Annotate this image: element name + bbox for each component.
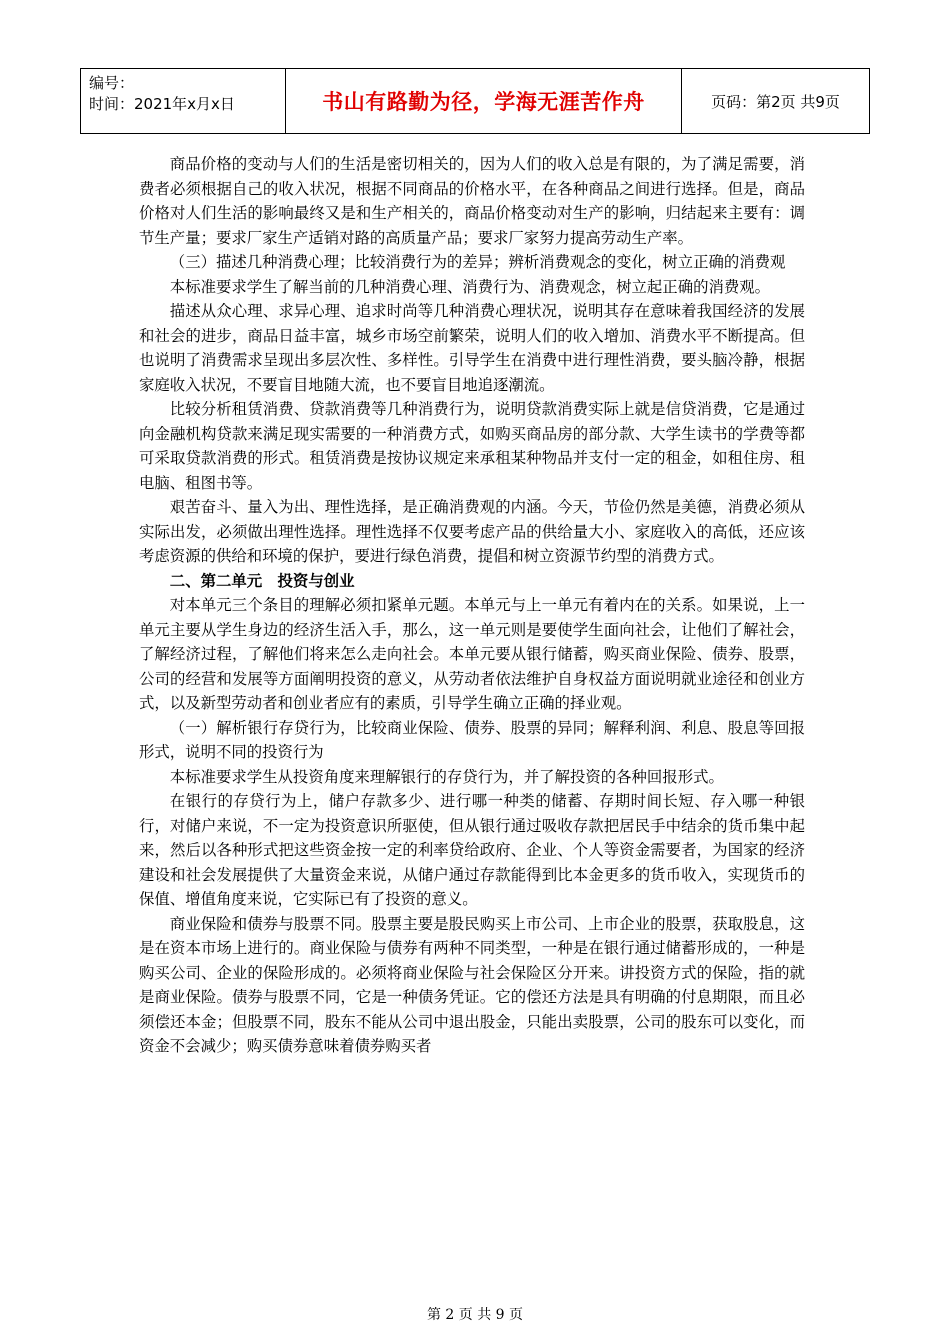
header-motto: 书山有路勤为径，学海无涯苦作舟 bbox=[322, 90, 645, 114]
document-time-label: 时间：2021年x月x日 bbox=[89, 95, 235, 113]
paragraph: 比较分析租赁消费、贷款消费等几种消费行为，说明贷款消费实际上就是信贷消费，它是通过向金融机构贷款来满足现实需要的一种消费方式，如购买商品房的部分款、大学生读书的学费等都可采取贷款消费的形式。租赁消费是按协议规定来承租某种物品并支付一定的租金，如租住房、租电脑、租图书等。 bbox=[139, 400, 805, 492]
paragraph: 描述从众心理、求异心理、追求时尚等几种消费心理状况，说明其存在意味着我国经济的发展和社会的进步，商品日益丰富，城乡市场空前繁荣，说明人们的收入增加、消费水平不断提高。但也说明了消费需求呈现出多层次性、多样性。引导学生在消费中进行理性消费，要头脑冷静，根据家庭收入状况，不要盲目地随大流，也不要盲目地追逐潮流。 bbox=[139, 302, 805, 394]
document-number-label: 编号： bbox=[89, 74, 135, 92]
paragraph: 商品价格的变动与人们的生活是密切相关的，因为人们的收入总是有限的，为了满足需要，消费者必须根据自己的收入状况，根据不同商品的价格水平，在各种商品之间进行选择。但是，商品价格对人们生活的影响最终又是和生产相关的，商品价格变动对生产的影响，归结起来主要有：调节生产量；要求厂家生产适销对路的高质量产品；要求厂家努力提高劳动生产率。 bbox=[139, 155, 805, 247]
section-heading: 二、第二单元 投资与创业 bbox=[169, 571, 355, 590]
header-page-cell bbox=[682, 69, 869, 133]
document-body bbox=[139, 152, 805, 1059]
page-header bbox=[80, 68, 870, 134]
paragraph: 商业保险和债券与股票不同。股票主要是股民购买上市公司、上市企业的股票，获取股息，这是在资本市场上进行的。商业保险与债券有两种不同类型，一种是在银行通过储蓄形成的，一种是购买公司、企业的保险形成的。必须将商业保险与社会保险区分开来。讲投资方式的保险，指的就是商业保险。债券与股票不同，它是一种债务凭证。它的偿还方法是具有明确的付息期限，而且必须偿还本金；但股票不同，股东不能从公司中退出股金，只能出卖股票，公司的股东可以变化，而资金不会减少；购买债券意味着债券购买者 bbox=[139, 914, 805, 1055]
paragraph: 在银行的存贷行为上，储户存款多少、进行哪一种类的储蓄、存期时间长短、存入哪一种银行，对储户来说，不一定为投资意识所驱使，但从银行通过吸收存款把居民手中结余的货币集中起来，然后以各种形式把这些资金按一定的利率贷给政府、企业、个人等资金需要者，为国家的经济建设和社会发展提供了大量资金来说，从储户通过存款能得到比本金更多的货币收入，实现货币的保值、增值角度来说，它实际已有了投资的意义。 bbox=[139, 792, 805, 908]
paragraph: 艰苦奋斗、量入为出、理性选择，是正确消费观的内涵。今天，节俭仍然是美德，消费必须从实际出发，必须做出理性选择。理性选择不仅要考虑产品的供给量大小、家庭收入的高低，还应该考虑资源的供给和环境的保护，要进行绿色消费，提倡和树立资源节约型的消费方式。 bbox=[139, 498, 805, 565]
paragraph: 本标准要求学生从投资角度来理解银行的存贷行为，并了解投资的各种回报形式。 bbox=[169, 767, 724, 786]
header-meta bbox=[81, 69, 286, 133]
page-footer: 第 2 页 共 9 页 bbox=[426, 1307, 524, 1323]
header-motto-cell bbox=[286, 69, 682, 133]
paragraph: 对本单元三个条目的理解必须扣紧单元题。本单元与上一单元有着内在的关系。如果说，上一单元主要从学生身边的经济生活入手，那么，这一单元则是要使学生面向社会，让他们了解社会，了解经济过程，了解他们将来怎么走向社会。本单元要从银行储蓄，购买商业保险、债券、股票，公司的经营和发展等方面阐明投资的意义，从劳动者依法维护自身权益方面说明就业途径和创业方式，以及新型劳动者和创业者应有的素质，引导学生确立正确的择业观。 bbox=[139, 596, 805, 712]
subsection-heading: （三）描述几种消费心理；比较消费行为的差异；辨析消费观念的变化，树立正确的消费观 bbox=[169, 253, 786, 271]
header-page-number: 页码：第2页 共9页 bbox=[711, 92, 840, 111]
paragraph: 本标准要求学生了解当前的几种消费心理、消费行为、消费观念，树立起正确的消费观。 bbox=[169, 277, 771, 296]
subsection-heading: （一）解析银行存贷行为，比较商业保险、债券、股票的异同；解释利润、利息、股息等回报形式，说明不同的投资行为 bbox=[139, 718, 805, 761]
